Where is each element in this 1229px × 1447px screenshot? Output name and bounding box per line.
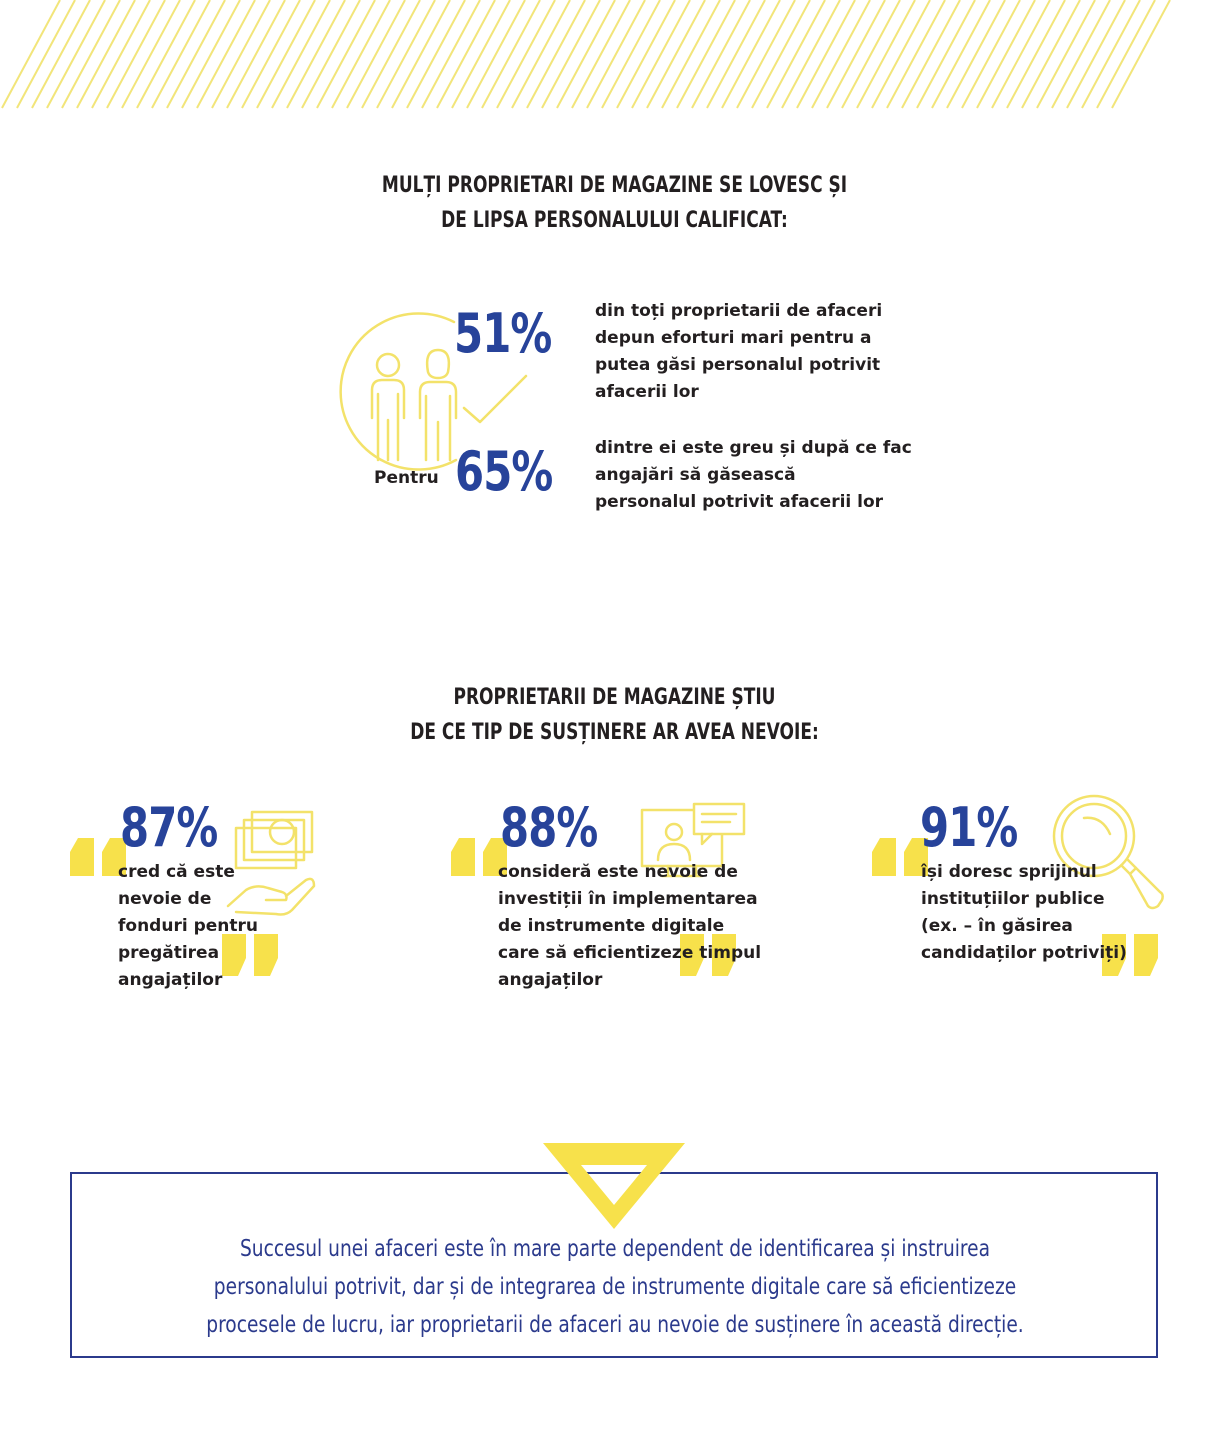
stripe-line	[377, 0, 435, 108]
stripe-line	[1037, 0, 1095, 108]
stripe-line	[617, 0, 675, 108]
stripe-line	[767, 0, 825, 108]
stripe-line	[1067, 0, 1125, 108]
stripe-line	[1022, 0, 1080, 108]
stripe-line	[362, 0, 420, 108]
diagonal-stripes-decoration	[0, 0, 1229, 110]
stripe-line	[737, 0, 795, 108]
stripe-line	[317, 0, 375, 108]
stripe-line	[272, 0, 330, 108]
stripe-line	[467, 0, 525, 108]
stat-65-line: dintre ei este greu și după ce fac	[595, 438, 912, 458]
stripe-line	[17, 0, 75, 108]
stripe-line	[947, 0, 1005, 108]
stripe-line	[902, 0, 960, 108]
card-87-line: angajaților	[118, 970, 223, 990]
stripe-line	[572, 0, 630, 108]
stripe-line	[782, 0, 840, 108]
stripe-line	[842, 0, 900, 108]
stat-51-line: din toți proprietarii de afaceri	[595, 301, 883, 321]
stripe-line	[92, 0, 150, 108]
stat-51-line: afacerii lor	[595, 382, 699, 402]
stripe-line	[437, 0, 495, 108]
stat-51-value: 51%	[454, 302, 552, 365]
section1-title-line2: DE LIPSA PERSONALULUI CALIFICAT:	[441, 208, 788, 233]
stripe-line	[632, 0, 690, 108]
stripe-line	[77, 0, 135, 108]
card-91-value: 91%	[920, 796, 1018, 859]
card-87-line: cred că este	[118, 862, 235, 882]
stripe-line	[2, 0, 60, 108]
stat-51-line: depun eforturi mari pentru a	[595, 328, 872, 348]
stripe-line	[602, 0, 660, 108]
stripe-line	[482, 0, 540, 108]
section2-title-line1: PROPRIETARII DE MAGAZINE ȘTIU	[453, 685, 776, 710]
section2-title-line2: DE CE TIP DE SUSȚINERE AR AVEA NEVOIE:	[410, 720, 819, 745]
stripe-line	[1112, 0, 1170, 108]
section2-title	[86, 680, 1143, 750]
stripe-line	[242, 0, 300, 108]
card-88-line: consideră este nevoie de	[498, 862, 738, 882]
card-87-value: 87%	[120, 796, 218, 859]
stripe-line	[917, 0, 975, 108]
stripe-line	[677, 0, 735, 108]
card-91-line: își doresc sprijinul	[921, 862, 1097, 882]
card-87-line: pregătirea	[118, 943, 220, 963]
stat-65-description	[595, 435, 975, 516]
stripe-line	[227, 0, 285, 108]
card-88-value: 88%	[500, 796, 598, 859]
stripe-line	[962, 0, 1020, 108]
stripe-line	[152, 0, 210, 108]
stripe-line	[992, 0, 1050, 108]
conclusion-line: procesele de lucru, iar proprietarii de afaceri au nevoie de susținere în această direcție.	[206, 1312, 1024, 1338]
card-87-line: fonduri pentru	[118, 916, 258, 936]
stripe-line	[212, 0, 270, 108]
stripe-line	[257, 0, 315, 108]
stat-65-line: angajări să găsească	[595, 465, 796, 485]
stat-65-line: personalul potrivit afacerii lor	[595, 492, 884, 512]
stripe-line	[797, 0, 855, 108]
card-87-description	[118, 859, 288, 994]
stripe-line	[332, 0, 390, 108]
stripe-line	[452, 0, 510, 108]
stripe-line	[587, 0, 645, 108]
stripe-line	[1097, 0, 1155, 108]
stat-51-line: putea găsi personalul potrivit	[595, 355, 881, 375]
stripe-line	[977, 0, 1035, 108]
stripe-line	[182, 0, 240, 108]
stripe-line	[347, 0, 405, 108]
stripe-line	[557, 0, 615, 108]
card-91-line: instituțiilor publice	[921, 889, 1105, 909]
stripe-line	[527, 0, 585, 108]
conclusion-line: Succesul unei afaceri este în mare parte dependent de identificarea și instruirea	[239, 1236, 991, 1262]
stripe-line	[707, 0, 765, 108]
stripe-line	[722, 0, 780, 108]
stripe-line	[857, 0, 915, 108]
stripe-line	[1082, 0, 1140, 108]
card-88-line: de instrumente digitale	[498, 916, 725, 936]
card-91-line: candidaților potriviți)	[921, 943, 1127, 963]
card-88-line: investiții în implementarea	[498, 889, 758, 909]
stripe-line	[62, 0, 120, 108]
stripe-line	[662, 0, 720, 108]
stripe-line	[1052, 0, 1110, 108]
conclusion-text	[161, 1230, 1070, 1344]
stripe-line	[872, 0, 930, 108]
card-88-description	[498, 859, 798, 994]
stripe-line	[122, 0, 180, 108]
stat-65-value: 65%	[455, 440, 553, 503]
stat-65-prefix: Pentru	[374, 468, 439, 488]
card-88-line: angajaților	[498, 970, 603, 990]
section1-title-line1: MULȚI PROPRIETARI DE MAGAZINE SE LOVESC ȘI	[381, 173, 848, 198]
conclusion-line: personalului potrivit, dar și de integrarea de instrumente digitale care să eficientizeze	[213, 1274, 1017, 1300]
stripe-line	[392, 0, 450, 108]
triangle-down-icon	[543, 1143, 685, 1229]
stripe-line	[932, 0, 990, 108]
stat-51-description	[595, 298, 955, 406]
stripe-line	[647, 0, 705, 108]
stripe-line	[827, 0, 885, 108]
stripe-line	[1007, 0, 1065, 108]
stripe-line	[542, 0, 600, 108]
stripe-line	[47, 0, 105, 108]
stripe-line	[512, 0, 570, 108]
stripe-line	[167, 0, 225, 108]
stripe-line	[407, 0, 465, 108]
stripe-line	[887, 0, 945, 108]
stripe-line	[197, 0, 255, 108]
card-88-line: care să eficientizeze timpul	[498, 943, 762, 963]
section1-title	[86, 168, 1143, 238]
stripe-line	[812, 0, 870, 108]
stripe-line	[692, 0, 750, 108]
card-91-description	[921, 859, 1161, 967]
stripe-line	[137, 0, 195, 108]
card-91-line: (ex. – în găsirea	[921, 916, 1073, 936]
stripe-line	[422, 0, 480, 108]
card-87-line: nevoie de	[118, 889, 212, 909]
stripe-line	[107, 0, 165, 108]
stripe-line	[287, 0, 345, 108]
stripe-line	[32, 0, 90, 108]
stripe-line	[752, 0, 810, 108]
stripe-line	[302, 0, 360, 108]
stripe-line	[497, 0, 555, 108]
